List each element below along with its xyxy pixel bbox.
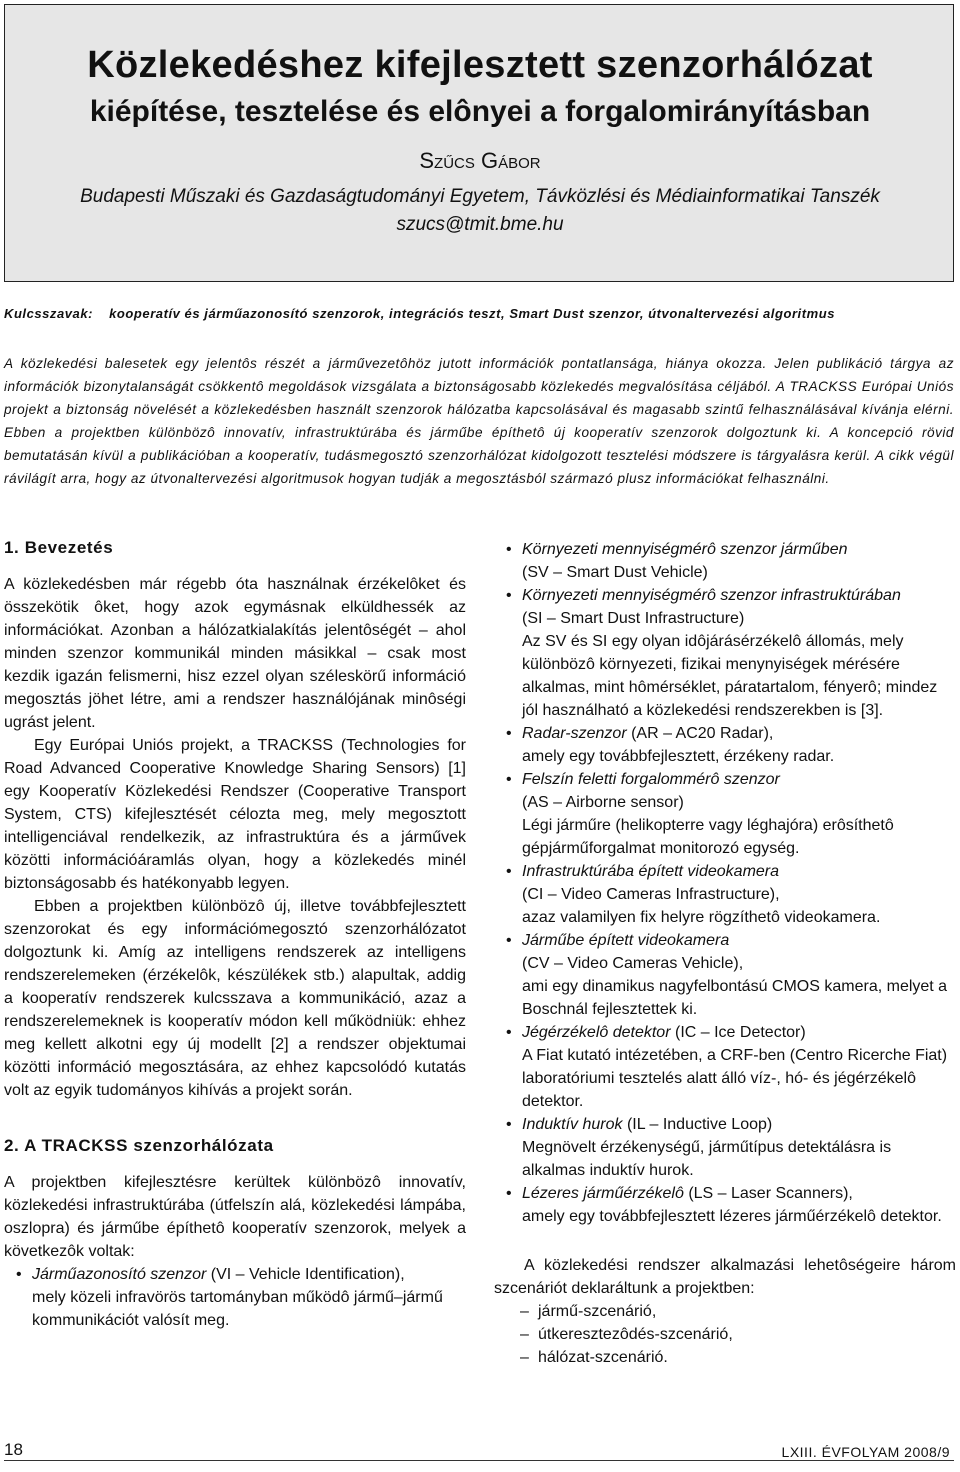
list-item bbox=[494, 722, 956, 768]
paper-title-line-2: kiépítése, tesztelése és elônyei a forgalomirányításban bbox=[89, 95, 871, 128]
bullet-icon: • bbox=[506, 1024, 512, 1041]
sensor-desc: Megnövelt érzékenységű, járműtípus detektálásra is alkalmas induktív hurok. bbox=[522, 1139, 892, 1179]
list-item bbox=[494, 1346, 956, 1369]
list-item bbox=[494, 1323, 956, 1346]
sensor-name: Radar-szenzor bbox=[522, 725, 627, 742]
author-name: Szűcs Gábor bbox=[419, 148, 541, 173]
bullet-icon: • bbox=[506, 771, 512, 788]
keywords-label: Kulcsszavak: bbox=[4, 306, 93, 321]
sensor-desc: amely egy továbbfejlesztett, érzékeny radar. bbox=[522, 748, 835, 765]
list-item bbox=[494, 768, 956, 860]
sensor-abbr: (AS – Airborne sensor) bbox=[522, 794, 684, 811]
sensor-list bbox=[494, 538, 956, 1228]
keywords bbox=[4, 306, 954, 321]
section-1-paragraph-1: A közlekedésben már régebb óta használnak érzékelôket és összekötik ôket, hogy azok egymásnak elküldhessék az információkat. Azonban a hálózatkialakítás jelentôségét – ahol minden szenzor kommunikál minden másikkal – csak most kezdik igazán felismerni, hisz ezzel olyan széleskörű információ megosztás jöhet létre, ami a rendszer használójának minôségi ugrást jelent. bbox=[4, 576, 466, 731]
sensor-name: Lézeres járműérzékelô bbox=[522, 1185, 684, 1202]
sensor-desc: Az SV és SI egy olyan idôjárásérzékelô állomás, mely különbözô környezeti, fizikai menynyiségek mérésére alkalmas, mint hômérséklet, páratartalom, fényerô; mindez jól használható a közlekedési rendszerekben is [3]. bbox=[522, 633, 938, 719]
sensor-name: Környezeti mennyiségmérô szenzor infrastruktúrában bbox=[522, 587, 901, 604]
sensor-name: Járműbe épített videokamera bbox=[522, 932, 730, 949]
bullet-icon: • bbox=[506, 541, 512, 558]
left-column bbox=[4, 538, 466, 1332]
scenarios-intro: A közlekedési rendszer alkalmazási lehetôségeire három szcenáriót deklaráltunk a projektben: bbox=[494, 1257, 956, 1297]
list-item bbox=[494, 1021, 956, 1113]
sensor-abbr: (CI – Video Cameras Infrastructure), bbox=[522, 886, 780, 903]
sensor-desc: mely közeli infravörös tartományban működô jármű–jármű kommunikációt valósít meg. bbox=[32, 1289, 443, 1329]
affiliation: Budapesti Műszaki és Gazdaságtudományi Egyetem, Távközlési és Médiainformatikai Tanszék bbox=[80, 186, 880, 207]
sensor-name: Induktív hurok bbox=[522, 1116, 623, 1133]
dash-icon: – bbox=[520, 1326, 529, 1343]
sensor-desc: azaz valamilyen fix helyre rögzíthetô videokamera. bbox=[522, 909, 881, 926]
vi-sensor-list bbox=[4, 1263, 466, 1332]
bullet-icon: • bbox=[506, 725, 512, 742]
scenario-label: útkeresztezôdés-szcenárió, bbox=[538, 1326, 733, 1343]
bullet-icon: • bbox=[506, 1116, 512, 1133]
volume-label: LXIII. ÉVFOLYAM 2008/9 bbox=[781, 1444, 950, 1460]
list-item bbox=[494, 584, 956, 722]
section-2-heading: 2. A TRACKSS szenzorhálózata bbox=[4, 1136, 274, 1155]
list-item bbox=[494, 929, 956, 1021]
sensor-abbr: (LS – Laser Scanners), bbox=[688, 1185, 853, 1202]
bullet-icon: • bbox=[506, 932, 512, 949]
paper-title-line-1: Közlekedéshez kifejlesztett szenzorhálózat bbox=[87, 44, 873, 86]
sensor-abbr: (SI – Smart Dust Infrastructure) bbox=[522, 610, 745, 627]
scenario-label: hálózat-szcenárió. bbox=[538, 1349, 668, 1366]
sensor-name: Jégérzékelô detektor bbox=[522, 1024, 671, 1041]
dash-icon: – bbox=[520, 1303, 529, 1320]
sensor-name: Felszín feletti forgalommérô szenzor bbox=[522, 771, 780, 788]
section-1-paragraph-2: Egy Európai Uniós projekt, a TRACKSS (Technologies for Road Advanced Cooperative Knowledge Sharing Sensors) [1] egy Kooperatív Közlekedési Rendszer (Cooperative Transport System, CTS) kifejlesztését célozta meg, mely megosztott intelligenciával rendelkezik, az infrastruktúra és a járművek közötti információáramlás olyan, hogy a közlekedés minél biztonságosabb és hatékonyabb legyen. bbox=[4, 737, 466, 892]
bullet-icon: • bbox=[506, 587, 512, 604]
right-column bbox=[494, 538, 956, 1369]
author-email: szucs@tmit.bme.hu bbox=[396, 214, 564, 235]
page-number: 18 bbox=[4, 1440, 23, 1459]
sensor-abbr: (AR – AC20 Radar), bbox=[631, 725, 774, 742]
dash-icon: – bbox=[520, 1349, 529, 1366]
section-1-heading: 1. Bevezetés bbox=[4, 538, 114, 557]
list-item bbox=[494, 1113, 956, 1182]
sensor-abbr: (IL – Inductive Loop) bbox=[626, 1116, 773, 1133]
sensor-name: Infrastruktúrába épített videokamera bbox=[522, 863, 780, 880]
sensor-desc: Légi járműre (helikopterre vagy léghajóra) erôsíthetô gépjárműforgalmat monitorozó egység. bbox=[522, 817, 894, 857]
sensor-abbr: (IC – Ice Detector) bbox=[674, 1024, 806, 1041]
list-item bbox=[4, 1263, 466, 1332]
bullet-icon: • bbox=[506, 1185, 512, 1202]
list-item bbox=[494, 1182, 956, 1228]
sensor-name: Járműazonosító szenzor bbox=[32, 1266, 207, 1283]
list-item bbox=[494, 1300, 956, 1323]
section-1-paragraph-3: Ebben a projektben különbözô új, illetve továbbfejlesztett szenzorokat és egy információmegosztó szenzorhálózatot dolgoztunk ki. Amíg az intelligens rendszerek az intelligens rendszerelemeken (érzékelôk, készülékek stb.) alapultak, addig a kooperatív rendszerek kulcsszava a kommunikáció, azaz a rendszerelemeknek is kooperatív módon kell működniük: ehhez meg kellett alkotni egy új modellt [2] a rendszer objektumai közötti információ megosztására, az ehhez kapcsolódó kutatás volt az egyik tudományos kihívás a projekt során. bbox=[4, 898, 466, 1099]
sensor-abbr: (VI – Vehicle Identification), bbox=[210, 1266, 405, 1283]
keywords-text: kooperatív és járműazonosító szenzorok, integrációs teszt, Smart Dust szenzor, útvonaltervezési algoritmus bbox=[109, 306, 835, 321]
scenario-label: jármű-szcenárió, bbox=[538, 1303, 657, 1320]
sensor-desc: A Fiat kutató intézetében, a CRF-ben (Centro Ricerche Fiat) laboratóriumi tesztelés alatt álló víz-, hó- és jégérzékelô detektor. bbox=[522, 1047, 948, 1110]
sensor-abbr: (CV – Video Cameras Vehicle), bbox=[522, 955, 744, 972]
scenario-list bbox=[494, 1300, 956, 1369]
sensor-desc: amely egy továbbfejlesztett lézeres járműérzékelô detektor. bbox=[522, 1208, 942, 1225]
abstract: A közlekedési balesetek egy jelentôs részét a járművezetôhöz jutott információk pontatlansága, hiánya okozza. Jelen publikáció tárgya az információk bizonytalanságát csökkentô megoldások vizsgálata a biztonságosabb közlekedés megvalósítása céljából. A TRACKSS Európai Uniós projekt a biztonság növelését a közlekedésben használt szenzorok hálózatba kapcsolásával és magasabb szintű felhasználásával kívánja elérni. Ebben a projektben különbözô innovatív, infrastruktúrába és járműbe építhetô új kooperatív szenzorok dolgoztunk ki. A koncepció rövid bemutatásán kívül a publikációban a kooperatív, tudásmegosztó szenzorhálózat kidolgozott tesztelési módszere is tárgyalásra kerül. A cikk végül rávilágít arra, hogy az útvonaltervezési algoritmusok hogyan tudják a megosztásból származó plusz információkat felhasználni. bbox=[4, 356, 954, 486]
bullet-icon: • bbox=[16, 1266, 22, 1283]
list-item bbox=[494, 538, 956, 584]
section-2-paragraph-1: A projektben kifejlesztésre kerültek különbözô innovatív, közlekedési infrastruktúrába (útfelszín alá, közlekedési lámpába, oszlopra) és járműbe építhetô kooperatív szenzorok, melyek a következôk voltak: bbox=[4, 1174, 466, 1260]
sensor-name: Környezeti mennyiségmérô szenzor járműben bbox=[522, 541, 848, 558]
sensor-desc: ami egy dinamikus nagyfelbontású CMOS kamera, melyet a Boschnál fejlesztettek ki. bbox=[522, 978, 948, 1018]
footer-divider bbox=[4, 1460, 954, 1461]
list-item bbox=[494, 860, 956, 929]
bullet-icon: • bbox=[506, 863, 512, 880]
sensor-abbr: (SV – Smart Dust Vehicle) bbox=[522, 564, 708, 581]
